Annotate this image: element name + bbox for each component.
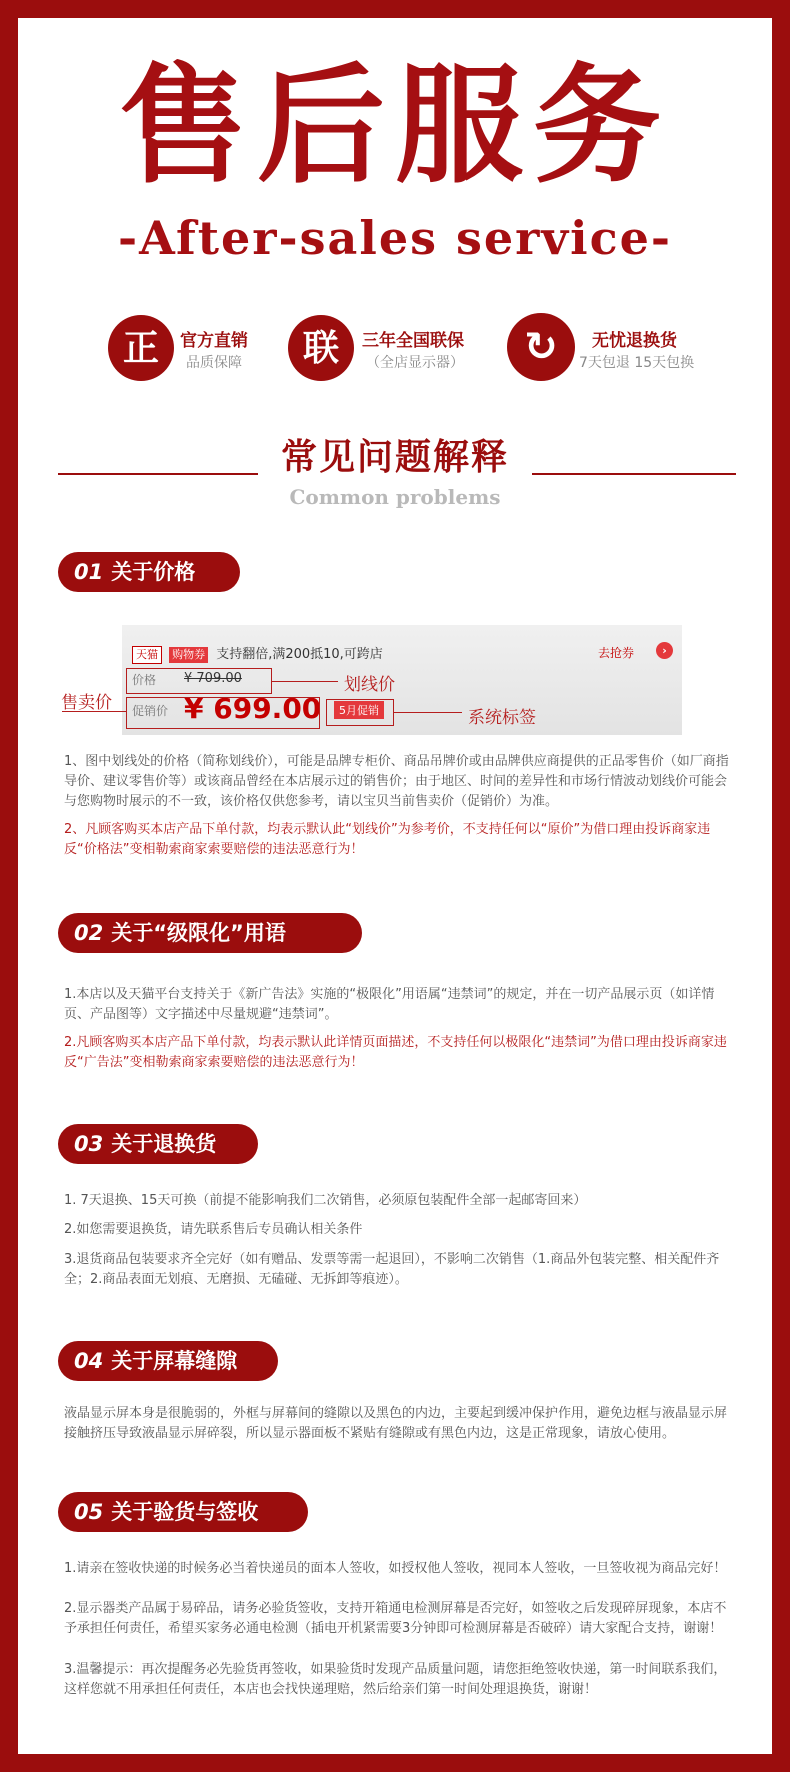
annotation-line [272, 681, 338, 682]
annotation-line [394, 712, 462, 713]
section-number: 01 [74, 560, 104, 584]
annotation-system-tag: 系统标签 [468, 708, 536, 728]
section-title: 关于验货与签收 [111, 1500, 259, 1524]
section-header-inspection [58, 1492, 308, 1532]
page-title: 售后服务 [118, 51, 671, 201]
paragraph: 3.温馨提示：再次提醒务必先验货再签收，如果验货时发现产品质量问题，请您拒绝签收快递，第一时间联系我们，这样您就不用承担任何责任，本店也会找快递理赔，然后给亲们第一时间处理退换货，谢谢！ [64, 1662, 727, 1697]
paragraph: 3.退货商品包装要求齐全完好（如有赠品、发票等需一起退回），不影响二次销售（1.商品外包装完整、相关配件齐全；2.商品表面无划痕、无磨损、无磕碰、无拆卸等痕迹）。 [64, 1252, 720, 1287]
paragraph: 1、图中划线处的价格（简称划线价），可能是品牌专柜价、商品吊牌价或由品牌供应商提供的正品零售价（如厂商指导价、建议零售价等）或该商品曾经在本店展示过的销售价；由于地区、时间的差异性和市场行情波动划线价可能会与您购物时展示的不一致，该价格仅供您参考，请以宝贝当前售卖价（促销价）为准。 [64, 754, 729, 809]
list-price-highlight-box [126, 668, 272, 694]
tmall-tag: 天猫 [132, 646, 162, 664]
section-title: 关于价格 [111, 560, 196, 584]
list-price-label: 价格 [132, 673, 157, 687]
lian-seal-icon: 联 [288, 315, 354, 381]
page-subtitle: -After-sales service- [118, 211, 672, 265]
promo-row [132, 643, 383, 664]
sale-price-label: 促销价 [132, 704, 169, 718]
feature-title: 官方直销 [180, 331, 248, 351]
section-title: 关于退换货 [111, 1132, 217, 1156]
faq-subtitle: Common problems [289, 485, 501, 509]
section-header-screen-gap [58, 1341, 278, 1381]
chevron-right-icon[interactable]: › [656, 642, 673, 659]
section-title: 关于“级限化”用语 [111, 921, 286, 945]
list-price-value: ¥ 709.00 [184, 671, 242, 686]
zheng-seal-icon: 正 [108, 315, 174, 381]
paragraph: 2.如您需要退换货，请先联系售后专员确认相关条件 [64, 1222, 363, 1237]
feature-subtitle: 7天包退 15天包换 [579, 355, 695, 371]
paragraph: 1.本店以及天猫平台支持关于《新广告法》实施的“极限化”用语属“违禁词”的规定，并在一切产品展示页（如详情页、产品图等）文字描述中尽量规避“违禁词”。 [64, 987, 715, 1022]
section-number: 04 [74, 1349, 104, 1373]
section-number: 02 [74, 921, 104, 945]
coupon-tag: 购物券 [169, 647, 208, 663]
feature-title: 无忧退换货 [592, 331, 677, 351]
section-title: 关于屏幕缝隙 [111, 1349, 238, 1373]
warning-paragraph: 2.凡顾客购买本店产品下单付款，均表示默认此详情页面描述，不支持任何以极限化“违禁词”为借口理由投诉商家违反“广告法”变相勒索商家索要赔偿的违法恶意行为！ [64, 1035, 727, 1070]
sale-price-value: ¥ 699.00 [184, 692, 322, 725]
section-header-returns [58, 1124, 258, 1164]
sale-price-highlight-box [126, 692, 322, 729]
section-header-price [58, 552, 240, 592]
annotation-strike-price: 划线价 [344, 675, 395, 695]
exchange-arrows-icon: ↻ [507, 313, 575, 381]
annotation-sale-price: 售卖价 [61, 693, 112, 713]
system-promo-tag: 5月促销 [334, 701, 384, 719]
paragraph: 1. 7天退换、15天可换（前提不能影响我们二次销售，必须原包装配件全部一起邮寄回来） [64, 1193, 587, 1208]
warning-paragraph: 2、凡顾客购买本店产品下单付款，均表示默认此“划线价”为参考价，不支持任何以“原价”为借口理由投诉商家违反“价格法”变相勒索商家索要赔偿的违法恶意行为！ [64, 822, 711, 857]
feature-subtitle: 品质保障 [186, 355, 242, 371]
section-number: 05 [74, 1500, 104, 1524]
paragraph: 2.显示器类产品属于易碎品，请务必验货签收，支持开箱通电检测屏幕是否完好，如签收之后发现碎屏现象，本店不予承担任何责任，希望买家务必通电检测（插电开机紧需要3分钟即可检测屏幕是否破碎）请大家配合支持，谢谢！ [64, 1601, 727, 1636]
section-header-extreme-words [58, 913, 362, 953]
feature-subtitle: （全店显示器） [366, 355, 464, 371]
paragraph: 液晶显示屏本身是很脆弱的，外框与屏幕间的缝隙以及黑色的内边，主要起到缓冲保护作用，避免边框与液晶显示屏接触挤压导致液晶显示屏碎裂，所以显示器面板不紧贴有缝隙或有黑色内边，这是正常现象，请放心使用。 [64, 1406, 728, 1441]
paragraph: 1.请亲在签收快递的时候务必当着快递员的面本人签收，如授权他人签收，视同本人签收，一旦签收视为商品完好！ [64, 1561, 727, 1576]
promo-text: 支持翻倍,满200抵10,可跨店 [216, 647, 383, 662]
system-tag-highlight-box [326, 699, 394, 726]
coupon-link[interactable]: 去抢券 [598, 646, 635, 660]
section-number: 03 [74, 1132, 104, 1156]
faq-title: 常见问题解释 [280, 437, 509, 478]
feature-title: 三年全国联保 [362, 331, 464, 351]
